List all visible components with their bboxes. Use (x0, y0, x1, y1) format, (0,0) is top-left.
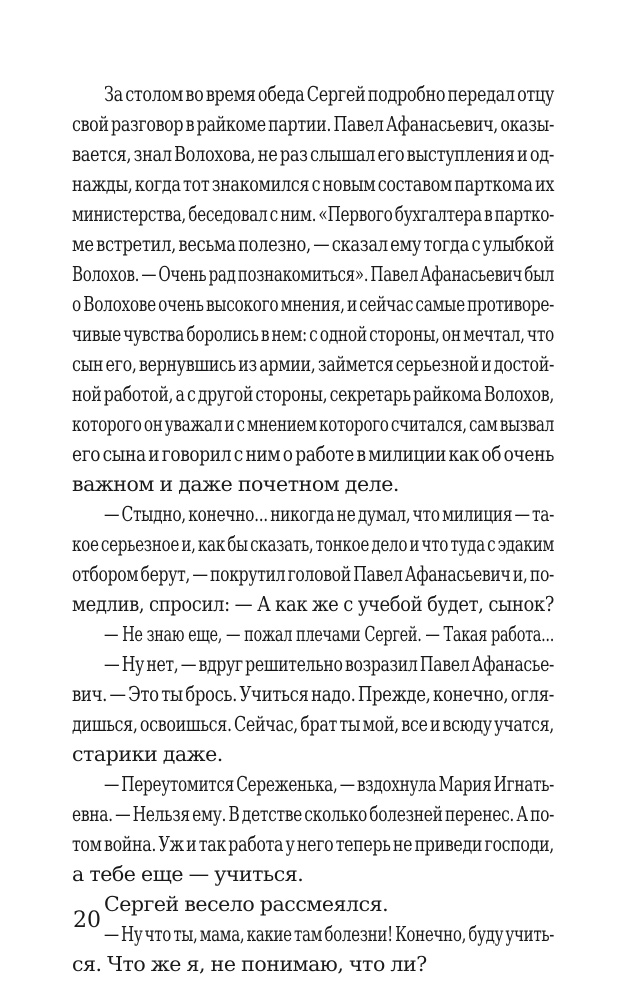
text-line: дишься, освоишься. Сейчас, брат ты мой, все и всюду учатся, (72, 712, 554, 736)
text-line: — Ну что ты, мама, какие там болезни! Конечно, буду учить- (104, 922, 554, 946)
text-line: кое серьезное и, как бы сказать, тонкое дело и что туда с эдаким (72, 532, 554, 556)
text-line: старики даже. (72, 742, 223, 766)
page-number: 20 (73, 908, 101, 933)
text-line: ной работой, а с другой стороны, секретарь райкома Волохов, (72, 382, 554, 406)
text-line: свой разговор в райкоме партии. Павел Афанасьевич, оказы- (72, 112, 554, 136)
text-line: ся. Что же я, не понимаю, что ли? (72, 952, 427, 976)
text-line: том война. Уж и так работа у него теперь не приведи господи, (72, 832, 554, 856)
text-line: медлив, спросил: — А как же с учебой будет, сынок? (72, 592, 554, 616)
text-line: о Волохове очень высокого мнения, и сейчас самые противоре- (72, 292, 554, 316)
text-line: — Переутомится Сереженька, — вздохнула Мария Игнать- (104, 772, 554, 796)
text-line: — Ну нет, — вдруг решительно возразил Павел Афанасье- (104, 652, 554, 676)
text-line: Волохов. — Очень рад познакомиться». Павел Афанасьевич был (72, 262, 554, 286)
text-line: — Не знаю еще, — пожал плечами Сергей. — Такая работа... (104, 622, 554, 646)
text-line: которого он уважал и с мнением которого считался, сам вызвал (72, 412, 554, 436)
text-line: — Стыдно, конечно... никогда не думал, что милиция — та- (104, 502, 554, 526)
text-line: евна. — Нельзя ему. В детстве сколько болезней перенес. А по- (72, 802, 554, 826)
text-line: чивые чувства боролись в нем: с одной стороны, он мечтал, что (72, 322, 554, 346)
text-line: его сына и говорил с ним о работе в милиции как об очень (72, 442, 554, 466)
text-line: ме встретил, весьма полезно, — сказал ему тогда с улыбкой (72, 232, 554, 256)
text-line: важном и даже почетном деле. (72, 472, 399, 496)
text-line: а тебе еще — учиться. (72, 862, 304, 886)
text-line: Сергей весело рассмеялся. (104, 892, 389, 916)
text-line: министерства, беседовал с ним. «Первого бухгалтера в партко- (72, 202, 554, 226)
text-line: сын его, вернувшись из армии, займется серьезной и достой- (72, 352, 554, 376)
text-line: отбором берут, — покрутил головой Павел Афанасьевич и, по- (72, 562, 554, 586)
text-line: вается, знал Волохова, не раз слышал его выступления и од- (72, 142, 554, 166)
text-line: вич. — Это ты брось. Учиться надо. Прежде, конечно, огля- (72, 682, 554, 706)
text-line: За столом во время обеда Сергей подробно передал отцу (104, 82, 554, 106)
text-line: нажды, когда тот знакомился с новым составом парткома их (72, 172, 554, 196)
